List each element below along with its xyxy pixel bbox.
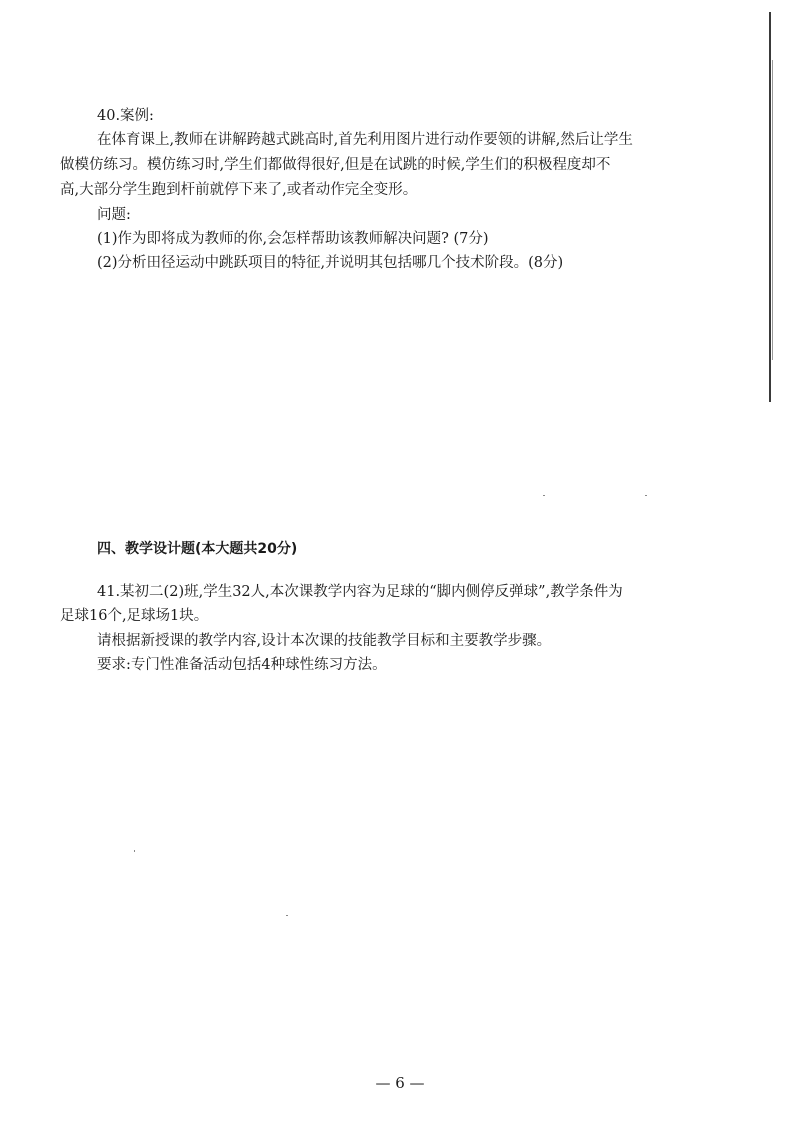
scan-speck [134,850,135,852]
scan-speck [543,495,545,496]
scan-speck [645,495,647,496]
question-40-case-line-1: 在体育课上,教师在讲解跨越式跳高时,首先利用图片进行动作要领的讲解,然后让学生 [97,132,633,148]
scan-edge-shadow [772,60,773,360]
question-40-sub-1: (1)作为即将成为教师的你,会怎样帮助该教师解决问题? (7分) [97,231,489,247]
question-41-line-4: 要求:专门性准备活动包括4种球性练习方法。 [97,657,387,673]
question-40-case-line-3: 高,大部分学生跑到杆前就停下来了,或者动作完全变形。 [60,182,418,198]
scan-edge-line [769,12,771,402]
question-40-sub-2: (2)分析田径运动中跳跃项目的特征,并说明其包括哪几个技术阶段。(8分) [97,255,564,271]
scan-speck [286,915,288,916]
question-41-line-3: 请根据新授课的教学内容,设计本次课的技能教学目标和主要教学步骤。 [97,633,552,649]
question-40-title: 40.案例: [97,108,154,124]
question-41-line-1: 41.某初二(2)班,学生32人,本次课教学内容为足球的“脚内侧停反弹球”,教学条件为 [97,584,623,600]
question-40-case-line-2: 做模仿练习。模仿练习时,学生们都做得很好,但是在试跳的时候,学生们的积极程度却不 [60,157,611,173]
section-4-heading: 四、教学设计题(本大题共20分) [97,541,298,557]
page-number: — 6 — [375,1074,425,1092]
question-41-line-2: 足球16个,足球场1块。 [60,608,209,624]
question-40-ask-label: 问题: [97,207,131,223]
